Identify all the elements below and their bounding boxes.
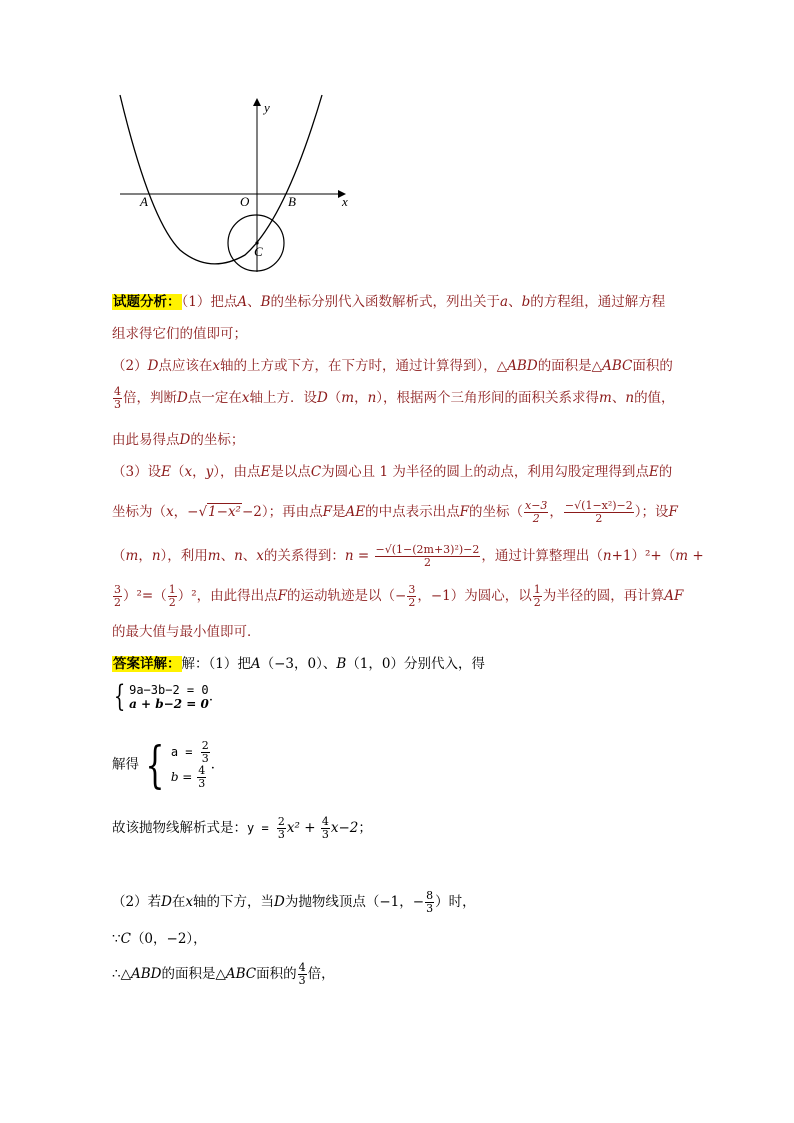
- text: D: [179, 432, 191, 448]
- fraction-den: 2: [408, 596, 416, 609]
- text: D: [161, 894, 172, 910]
- fraction: [564, 500, 634, 525]
- text: 轴上方．设: [249, 390, 317, 406]
- text: 、: [247, 294, 261, 310]
- text: 为圆心且 1 为半径的圆上的动点，利用勾股定理得到点: [321, 464, 649, 480]
- fraction-den: 3: [201, 752, 209, 765]
- text: B: [336, 656, 347, 672]
- text: 的值，: [634, 390, 675, 406]
- text: m: [207, 548, 221, 564]
- text: 面积的: [632, 358, 673, 374]
- text: ∵: [112, 931, 121, 947]
- fraction-num: 3: [408, 583, 416, 596]
- y-axis-arrow: [253, 98, 261, 106]
- analysis-line-7: 坐标为（x，−√1−x²−2）；再由点F是AE的中点表示出点F的坐标（ $\frac{x-3}{2}$ ， $\frac{\text{−√(1−x²)−2}}{2}$ ）；设F: [112, 499, 678, 525]
- label-x: x: [342, 194, 348, 209]
- text: AE: [345, 504, 366, 520]
- text: 倍，: [307, 966, 335, 982]
- text: ∴△: [112, 966, 131, 982]
- text: y: [205, 464, 214, 480]
- text: 的坐标分别代入函数解析式，列出关于: [270, 294, 501, 310]
- text: ，: [354, 390, 368, 406]
- analysis-line-8: [112, 544, 704, 569]
- text: 面积的: [256, 966, 297, 982]
- fraction-num: 3: [114, 583, 121, 596]
- text: 的坐标（: [469, 504, 523, 520]
- text: （: [112, 548, 126, 564]
- text: 的关系得到：: [263, 548, 345, 564]
- text: C: [120, 931, 131, 947]
- fraction-num: 2: [277, 815, 285, 828]
- text: ．: [210, 756, 225, 773]
- answer-line-1: [112, 655, 485, 673]
- text: ）²，由此得出点: [177, 588, 278, 604]
- text: 解得: [112, 756, 139, 773]
- text: a: [500, 294, 509, 310]
- fraction: [425, 890, 434, 915]
- fraction: [407, 584, 416, 609]
- text: 的: [658, 464, 673, 480]
- fraction: [113, 386, 122, 411]
- label-B: B: [288, 194, 296, 209]
- text: n: [234, 548, 243, 564]
- text: 点一定在: [187, 390, 242, 406]
- fraction-den: 2: [532, 512, 540, 525]
- text: n: [344, 548, 354, 564]
- brace: {: [113, 679, 126, 714]
- text: 的面积是△: [537, 358, 603, 374]
- text: 是以点: [270, 464, 311, 480]
- text: 的运动轨迹是以（−: [287, 588, 407, 604]
- text: ，: [549, 504, 563, 520]
- text: F: [459, 504, 469, 520]
- fraction-den: 3: [321, 828, 329, 841]
- fraction: [201, 740, 210, 765]
- fraction-num: 4: [198, 764, 206, 777]
- text: （3）设: [112, 464, 162, 480]
- text: 轴的下方，当: [193, 894, 275, 910]
- text: 、: [611, 390, 626, 406]
- brace: {: [145, 736, 165, 794]
- text: +1）²+（: [611, 548, 676, 564]
- analysis-line-9: [112, 584, 683, 609]
- text: ABC: [602, 358, 633, 374]
- text: （: [170, 464, 185, 480]
- label-A: A: [140, 194, 148, 209]
- text: x: [166, 504, 174, 520]
- fraction-den: 3: [198, 777, 206, 790]
- answer-parabola: [112, 816, 372, 841]
- fraction-num: 1: [168, 583, 176, 596]
- text: AF: [664, 588, 684, 604]
- text: D: [177, 390, 188, 406]
- text: 坐标为（: [112, 504, 166, 520]
- text: 的坐标；: [190, 432, 245, 448]
- fraction-num: 4: [114, 385, 121, 398]
- system-row: a + b−2 = 0: [129, 697, 209, 711]
- text: ．: [208, 688, 223, 705]
- sqrt: 1−x²: [208, 504, 241, 520]
- text: ABC: [225, 966, 257, 982]
- text: 为半径的圆，再计算: [542, 588, 665, 604]
- text: a =: [170, 745, 200, 759]
- fraction-den: 3: [277, 828, 285, 841]
- text: ；: [358, 820, 372, 836]
- fraction-num: 2: [201, 739, 209, 752]
- text: ，通过计算整理出（: [481, 548, 603, 564]
- fraction: [533, 584, 542, 609]
- text: F: [668, 504, 678, 520]
- answer-part2: [112, 890, 476, 915]
- fraction-num: 4: [298, 961, 306, 974]
- fraction: [298, 962, 307, 987]
- fraction-num: 4: [321, 815, 329, 828]
- text: −2）；再由点: [241, 504, 323, 520]
- text: 、: [242, 548, 257, 564]
- fraction: [168, 584, 177, 609]
- text: ）时，: [435, 894, 476, 910]
- text: 点应该在: [158, 358, 213, 374]
- parabola-graph: [110, 90, 360, 280]
- text: n: [151, 548, 161, 564]
- text: （: [327, 390, 342, 406]
- text: =: [353, 548, 374, 564]
- text: 为抛物线顶点（−1，−: [284, 894, 425, 910]
- text: ，: [138, 548, 152, 564]
- text: （1）把点: [181, 294, 238, 310]
- text: D: [316, 390, 328, 406]
- label-C: C: [254, 244, 263, 259]
- text: ，: [192, 464, 206, 480]
- analysis-line-6: [112, 463, 672, 481]
- system-row: [171, 765, 211, 790]
- parabola-curve: [120, 95, 322, 264]
- text: y =: [247, 821, 276, 835]
- system-row: 9a−3b−2 = 0: [129, 683, 209, 697]
- fraction-den: 2: [423, 556, 431, 569]
- text: b: [521, 294, 531, 310]
- text: 轴的上方或下方，在下方时，通过计算得到），△: [220, 358, 508, 374]
- text: ，−: [173, 504, 199, 520]
- text: 、: [220, 548, 235, 564]
- text: E: [161, 464, 171, 480]
- text: （0，−2），: [130, 931, 207, 947]
- system: [171, 740, 211, 790]
- analysis-line-10: 的最大值与最小值即可．: [112, 624, 261, 640]
- text: C: [310, 464, 322, 480]
- text: m: [675, 548, 689, 564]
- text: x: [256, 548, 264, 564]
- text: A: [250, 656, 261, 672]
- text: ）²=（: [123, 588, 167, 604]
- fraction: [277, 816, 286, 841]
- text: ），利用: [160, 548, 208, 564]
- text: 的面积是△: [161, 966, 226, 982]
- answer-tag: 答案详解：: [113, 656, 181, 672]
- fraction-den: 2: [533, 596, 541, 609]
- text: b =: [170, 770, 197, 784]
- fraction-num: −√(1−x²)−2: [564, 499, 633, 512]
- text: （1，0）分别代入，得: [346, 656, 485, 672]
- text: m: [125, 548, 139, 564]
- text: F: [322, 504, 333, 520]
- text: x² +: [286, 820, 320, 836]
- text: n: [602, 548, 612, 564]
- text: 的中点表示出点: [365, 504, 460, 520]
- analysis-line-3: [112, 357, 673, 375]
- fraction: [321, 816, 330, 841]
- text: （2）: [112, 358, 148, 374]
- text: E: [648, 464, 659, 480]
- analysis-tag: 试题分析：: [113, 294, 181, 310]
- answer-solution: [112, 736, 225, 794]
- text: 是: [332, 504, 346, 520]
- system-row: [171, 740, 211, 765]
- fraction-den: 2: [114, 596, 121, 609]
- label-O: O: [240, 194, 250, 209]
- text: x: [212, 358, 221, 374]
- fraction: [113, 584, 122, 609]
- fraction-num: x−3: [525, 499, 548, 512]
- text: 的方程组，通过解方程: [530, 294, 666, 310]
- text: n: [625, 390, 635, 406]
- label-y: y: [264, 100, 270, 115]
- analysis-line-4: [112, 386, 675, 411]
- text: m: [599, 390, 612, 406]
- fraction-num: 8: [426, 889, 434, 902]
- fraction-den: 3: [298, 974, 306, 987]
- text: ABD: [130, 966, 162, 982]
- answer-therefore: [112, 962, 335, 987]
- analysis-line-2: 组求得它们的值即可；: [112, 326, 247, 342]
- text: D: [147, 358, 159, 374]
- text: D: [274, 894, 285, 910]
- text: x: [184, 464, 193, 480]
- text: ABD: [507, 358, 538, 374]
- text: 在: [171, 894, 186, 910]
- text: 解：（1）把: [181, 656, 251, 672]
- answer-system-1: [110, 679, 223, 714]
- text: m: [341, 390, 355, 406]
- analysis-line-5: [112, 431, 244, 449]
- text: ），由点: [213, 464, 261, 480]
- text: E: [260, 464, 271, 480]
- text: x: [241, 390, 250, 406]
- text: 由此易得点: [112, 432, 180, 448]
- text: n: [367, 390, 377, 406]
- text: F: [277, 588, 288, 604]
- text: （2）若: [112, 894, 162, 910]
- fraction-num: 1: [533, 583, 541, 596]
- fraction-den: 2: [168, 596, 176, 609]
- answer-because: [112, 930, 207, 948]
- fraction-num: −√(1−(2m+3)²)−2: [375, 543, 480, 556]
- fraction: [524, 500, 548, 525]
- text: x: [185, 894, 194, 910]
- text: （−3，0）、: [260, 656, 337, 672]
- system: [129, 683, 209, 711]
- text: 故该抛物线解析式是：: [112, 820, 247, 836]
- text: +: [688, 548, 704, 564]
- text: 、: [508, 294, 522, 310]
- text: 倍，判断: [123, 390, 177, 406]
- analysis-line-1: [112, 293, 665, 311]
- text: ），根据两个三角形间的面积关系求得: [376, 390, 600, 406]
- fraction-den: 2: [595, 512, 603, 525]
- text: A: [237, 294, 248, 310]
- text: ）；设: [634, 504, 669, 520]
- fraction-den: 3: [426, 902, 434, 915]
- fraction: [197, 765, 206, 790]
- fraction-den: 3: [114, 398, 121, 411]
- text: x−2: [330, 820, 359, 836]
- text: ，−1）为圆心，以: [417, 588, 532, 604]
- text: B: [260, 294, 271, 310]
- fraction: [375, 544, 481, 569]
